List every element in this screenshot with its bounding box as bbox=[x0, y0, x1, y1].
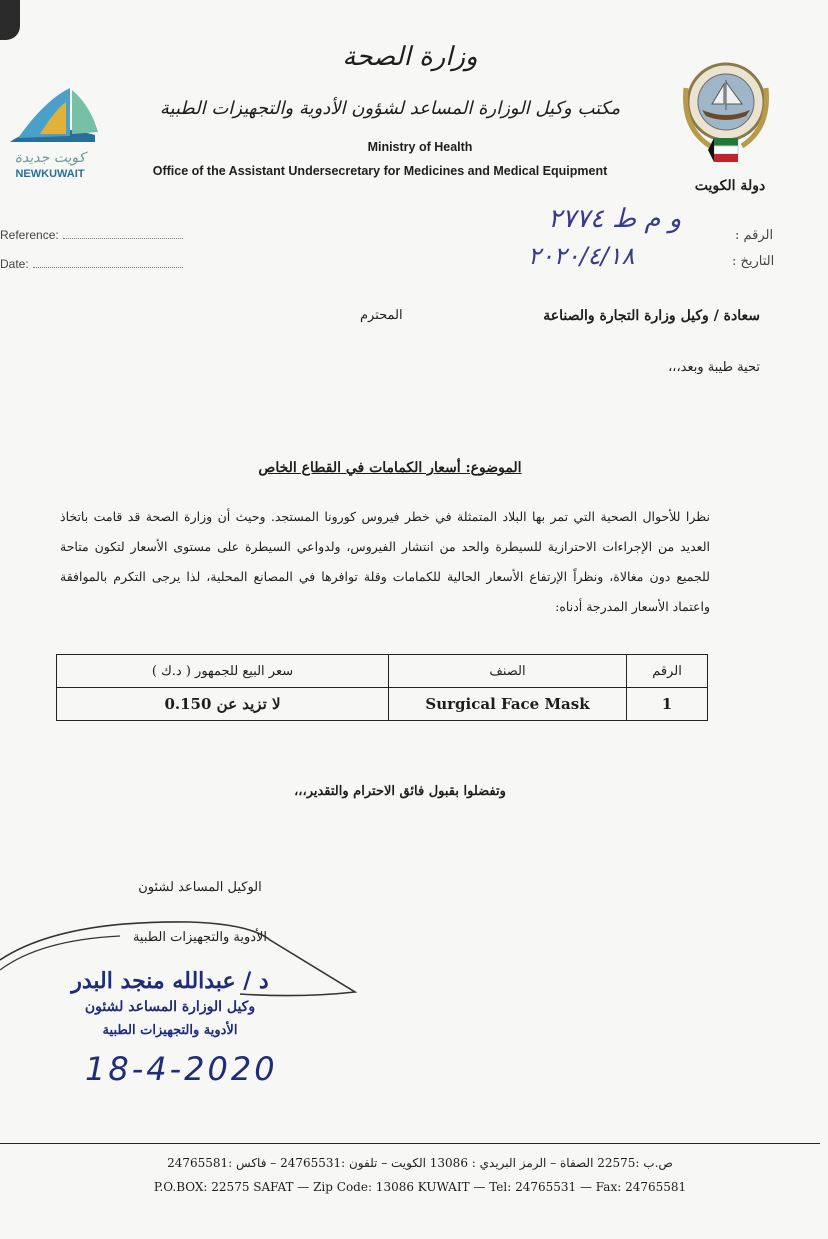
ministry-title-arabic: وزارة الصحة bbox=[342, 42, 478, 72]
date-field-english bbox=[0, 257, 183, 271]
office-title-english: Office of the Assistant Undersecretary for Medicines and Medical Equipment bbox=[152, 164, 608, 178]
footer-divider bbox=[0, 1143, 820, 1144]
stamp-name: د / عبدالله منجد البدر bbox=[71, 968, 269, 994]
newkuwait-english: NEWKUWAIT bbox=[15, 168, 85, 180]
header-item: الصنف bbox=[389, 655, 627, 688]
signature-date-handwritten: 18-4-2020 bbox=[85, 1050, 278, 1088]
date-label: Date: bbox=[0, 257, 29, 271]
header-price: سعر البيع للجمهور ( د.ك ) bbox=[57, 655, 389, 688]
footer-address-english: P.O.BOX: 22575 SAFAT — Zip Code: 13086 KUWAIT — Tel: 24765531 — Fax: 24765581 bbox=[153, 1180, 687, 1194]
signatory-title-line1: الوكيل المساعد لشئون bbox=[138, 880, 262, 895]
office-title-arabic: مكتب وكيل الوزارة المساعد لشؤون الأدوية والتجهيزات الطبية bbox=[159, 98, 621, 119]
reference-label-arabic: الرقم : bbox=[735, 228, 774, 243]
signatory-title-line2: الأدوية والتجهيزات الطبية bbox=[132, 930, 268, 945]
cell-price: لا تزيد عن 0.150 bbox=[57, 688, 389, 721]
greeting: تحية طيبة وبعد،،، bbox=[668, 360, 760, 375]
date-label-arabic: التاريخ : bbox=[732, 254, 775, 269]
subject-line: الموضوع: أسعار الكمامات في القطاع الخاص bbox=[258, 460, 522, 476]
table-row bbox=[57, 688, 708, 721]
stamp-line2: وكيل الوزارة المساعد لشئون bbox=[84, 999, 256, 1015]
state-of-kuwait: دولة الكويت bbox=[694, 178, 766, 194]
honorific: المحترم bbox=[360, 308, 403, 323]
newkuwait-logo-icon bbox=[0, 80, 105, 150]
date-handwritten: ٢٠٢٠/٤/١٨ bbox=[528, 242, 635, 270]
corner-mark bbox=[0, 0, 20, 40]
newkuwait-arabic: كويت جديدة bbox=[14, 150, 86, 166]
reference-number-handwritten: و م ط ٢٧٧٤ bbox=[548, 204, 682, 234]
header-number: الرقم bbox=[627, 655, 708, 688]
addressee: سعادة / وكيل وزارة التجارة والصناعة bbox=[543, 308, 760, 324]
kuwait-emblem-icon bbox=[680, 58, 772, 170]
closing-line: وتفضلوا بقبول فائق الاحترام والتقدير،،، bbox=[294, 784, 506, 799]
stamp-line3: الأدوية والتجهيزات الطبية bbox=[102, 1023, 238, 1038]
body-paragraph: نظرا للأحوال الصحية التي تمر بها البلاد المتمثلة في خطر فيروس كورونا المستجد. وحيث أن وزارة الصحة قد قامت باتخاذ العديد من الإجراءات الاحترازية للسيطرة والحد من انتشار الفيروس، ولدواعي السيطرة على مستوى الأسعار لتكون متاحة للجميع دون مغالاة، ونظراً الإرتفاع الأسعار الحالية للكمامات وقلة توافرها في المصانع المحلية، لذا يرجى التكرم بالموافقة واعتماد الأسعار المدرجة أدناه: bbox=[60, 509, 710, 614]
ministry-title-english: Ministry of Health bbox=[367, 140, 473, 154]
cell-item: Surgical Face Mask bbox=[389, 688, 627, 721]
footer-address-arabic: ص.ب :22575 الصفاة – الرمز البريدي : 13086 الكويت – تلفون :24765531 – فاكس :24765581 bbox=[167, 1156, 673, 1170]
table-header-row bbox=[57, 655, 708, 688]
cell-number: 1 bbox=[627, 688, 708, 721]
price-table bbox=[56, 654, 708, 721]
reference-field-english bbox=[0, 228, 183, 242]
reference-label: Reference: bbox=[0, 228, 59, 242]
